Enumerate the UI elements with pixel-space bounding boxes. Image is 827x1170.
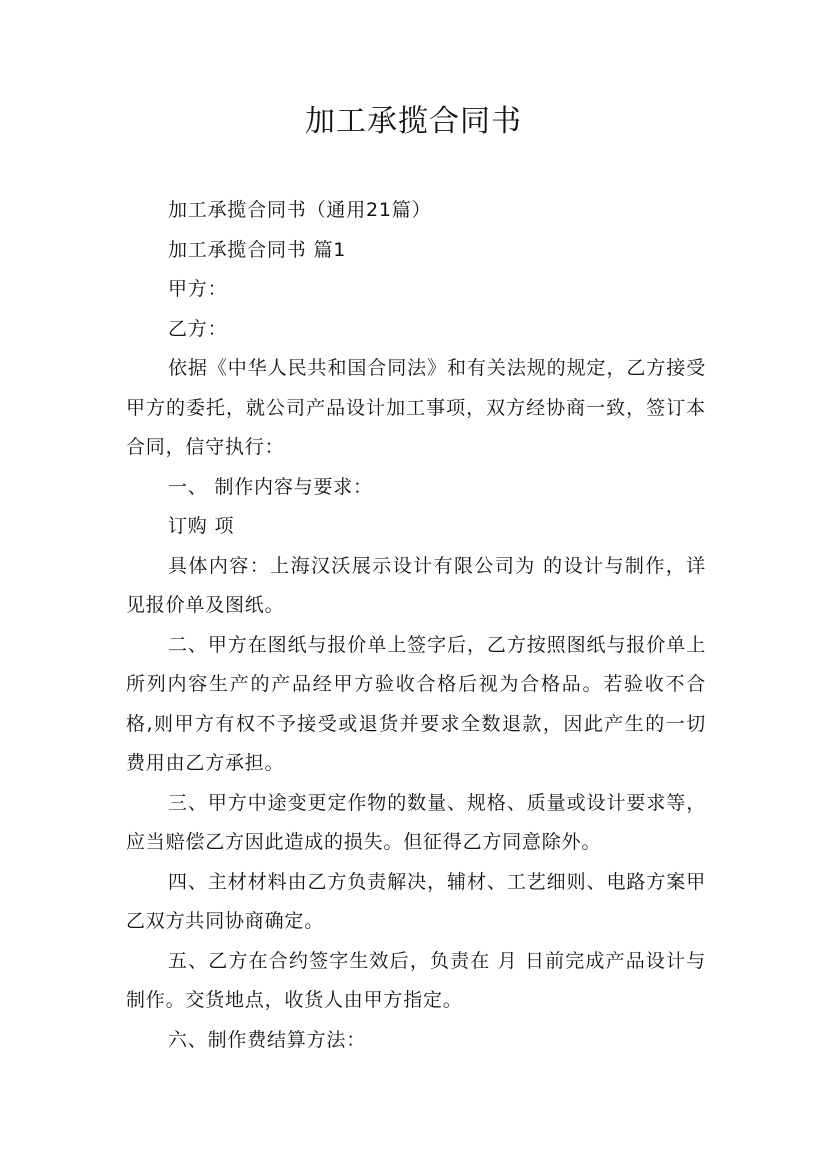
- paragraph-party-a: 甲方：: [168, 278, 228, 300]
- paragraph-preamble: 依据《中华人民共和国合同法》和有关法规的规定，乙方接受甲方的委托，就公司产品设计加工事项，双方经协商一致，签订本合同，信守执行：: [126, 357, 706, 458]
- paragraph-clause-1: 一、 制作内容与要求：: [168, 475, 373, 498]
- paragraph-details: 具体内容：上海汉沃展示设计有限公司为 的设计与制作，详见报价单及图纸。: [126, 554, 706, 616]
- paragraph-subtitle: 加工承揽合同书（通用21篇）: [168, 199, 432, 221]
- paragraph-order-item: 订购 项: [168, 515, 235, 537]
- paragraph-section-heading: 加工承揽合同书 篇1: [168, 238, 347, 261]
- paragraph-clause-6: 六、制作费结算方法：: [168, 1028, 367, 1051]
- document-body: [126, 191, 706, 1060]
- paragraph-party-b: 乙方：: [168, 317, 228, 340]
- paragraph-clause-5: 五、乙方在合约签字生效后，负责在 月 日前完成产品设计与制作。交货地点，收货人由甲方指定。: [126, 949, 706, 1011]
- paragraph-clause-4: 四、主材材料由乙方负责解决，辅材、工艺细则、电路方案甲乙双方共同协商确定。: [126, 870, 706, 932]
- paragraph-clause-3: 三、甲方中途变更定作物的数量、规格、质量或设计要求等，应当赔偿乙方因此造成的损失。但征得乙方同意除外。: [126, 791, 706, 853]
- paragraph-clause-2: 二、甲方在图纸与报价单上签字后，乙方按照图纸与报价单上所列内容生产的产品经甲方验收合格后视为合格品。若验收不合格,则甲方有权不予接受或退货并要求全数退款，因此产生的一切费用由乙方承担。: [126, 633, 706, 774]
- document-title: 加工承揽合同书: [305, 104, 522, 139]
